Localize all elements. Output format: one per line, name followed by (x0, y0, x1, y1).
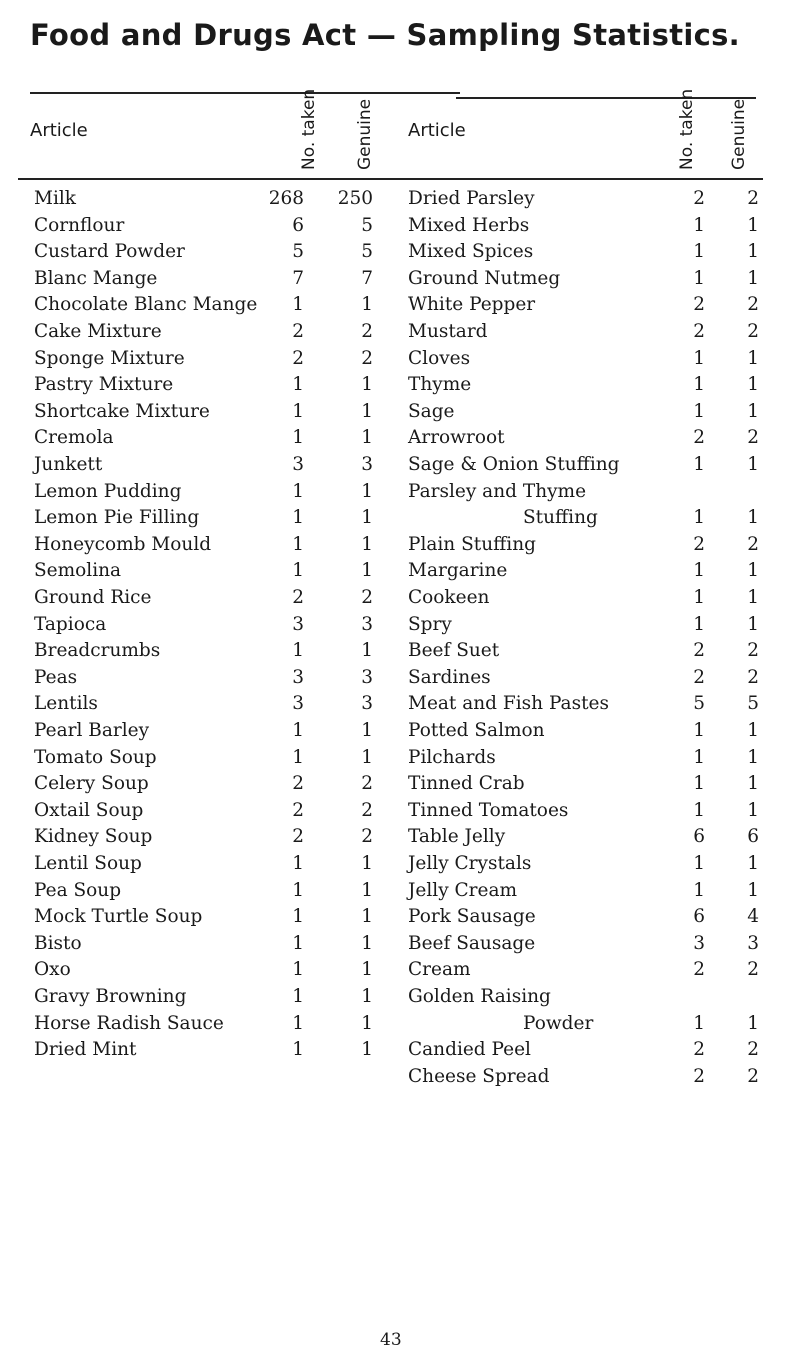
genuine-count: 3 (361, 666, 373, 688)
taken-count: 1 (693, 613, 705, 635)
genuine-count: 1 (361, 1039, 373, 1061)
taken-count: 1 (693, 853, 705, 874)
article-name: Junkett (34, 454, 103, 475)
article-name: Ground Nutmeg (408, 267, 561, 289)
article-name: Candied Peel (408, 1039, 531, 1061)
page-title: Food and Drugs Act — Sampling Statistics. (30, 18, 740, 52)
genuine-count: 1 (361, 932, 373, 954)
taken-count: 1 (292, 1012, 304, 1034)
article-name: Pea Soup (34, 879, 122, 901)
taken-count: 1 (292, 1039, 304, 1061)
taken-count: 2 (693, 427, 705, 449)
genuine-count: 1 (361, 720, 373, 741)
genuine-count: 2 (747, 533, 759, 555)
article-name: Shortcake Mixture (34, 400, 210, 422)
genuine-count: 2 (747, 294, 759, 316)
taken-count: 3 (292, 454, 304, 475)
genuine-count: 2 (747, 640, 759, 662)
article-name: Mustard (408, 321, 488, 342)
genuine-count: 1 (747, 374, 759, 396)
taken-count: 1 (693, 374, 705, 396)
article-name: Oxtail Soup (34, 799, 144, 821)
header-genuine-right: Genuine (729, 98, 749, 170)
genuine-count: 2 (361, 826, 373, 848)
genuine-count: 1 (747, 746, 759, 768)
article-name: Breadcrumbs (34, 640, 161, 662)
article-name: Milk (34, 188, 76, 209)
article-name: Celery Soup (34, 773, 149, 795)
genuine-count: 1 (361, 507, 373, 529)
genuine-count: 2 (747, 1065, 759, 1087)
genuine-count: 2 (747, 321, 759, 342)
article-name: Parsley and Thyme (408, 480, 587, 502)
genuine-count: 2 (747, 666, 759, 688)
genuine-count: 5 (361, 214, 373, 236)
genuine-count: 1 (747, 720, 759, 741)
genuine-count: 1 (361, 879, 373, 901)
genuine-count: 7 (361, 267, 373, 289)
taken-count: 2 (693, 533, 705, 555)
genuine-count: 2 (361, 347, 373, 369)
article-name: Pilchards (408, 746, 496, 768)
taken-count: 3 (292, 666, 304, 688)
taken-count: 2 (292, 347, 304, 369)
taken-count: 1 (292, 906, 304, 928)
genuine-count: 2 (361, 587, 373, 608)
taken-count: 5 (693, 693, 705, 715)
taken-count: 1 (292, 853, 304, 874)
taken-count: 2 (693, 294, 705, 316)
page-number: 43 (380, 1330, 402, 1350)
header-no-taken-right: No. taken (677, 88, 697, 170)
taken-count: 1 (693, 799, 705, 821)
article-name: Oxo (34, 959, 71, 981)
article-name: Sage (408, 400, 455, 422)
genuine-count: 1 (361, 986, 373, 1007)
article-name: Beef Suet (408, 640, 500, 662)
article-name: Tinned Tomatoes (408, 799, 569, 821)
taken-count: 1 (693, 560, 705, 582)
article-name: Mixed Spices (408, 241, 534, 263)
article-name: Sponge Mixture (34, 347, 185, 369)
article-name: Jelly Crystals (408, 853, 532, 874)
genuine-count: 1 (361, 533, 373, 555)
genuine-count: 1 (747, 1012, 759, 1034)
taken-count: 2 (292, 773, 304, 795)
taken-count: 3 (693, 932, 705, 954)
article-name: Mixed Herbs (408, 214, 530, 236)
genuine-count: 250 (337, 188, 373, 209)
taken-count: 1 (292, 720, 304, 741)
genuine-count: 4 (747, 906, 759, 928)
article-name: Dried Parsley (408, 188, 535, 209)
taken-count: 1 (292, 427, 304, 449)
taken-count: 1 (292, 400, 304, 422)
article-name: Stuffing (523, 507, 598, 529)
article-name: Semolina (34, 560, 122, 582)
header-no-taken-left: No. taken (299, 88, 319, 170)
article-name: Cream (408, 959, 471, 981)
article-name: Sardines (408, 666, 491, 688)
article-name: Lemon Pudding (34, 480, 182, 502)
genuine-count: 1 (747, 241, 759, 263)
genuine-count: 1 (747, 214, 759, 236)
genuine-count: 2 (361, 321, 373, 342)
header-genuine-left: Genuine (355, 98, 375, 170)
article-name: Arrowroot (408, 427, 505, 449)
article-name: Beef Sausage (408, 932, 536, 954)
taken-count: 1 (292, 879, 304, 901)
article-name: Tomato Soup (34, 746, 157, 768)
article-name: Spry (408, 613, 452, 635)
article-name: Chocolate Blanc Mange (34, 294, 258, 316)
taken-count: 1 (292, 507, 304, 529)
taken-count: 6 (693, 826, 705, 848)
taken-count: 1 (693, 587, 705, 608)
genuine-count: 5 (361, 241, 373, 263)
article-name: Ground Rice (34, 587, 152, 608)
taken-count: 2 (693, 666, 705, 688)
article-name: Lentil Soup (34, 853, 142, 874)
genuine-count: 2 (361, 799, 373, 821)
taken-count: 1 (693, 720, 705, 741)
taken-count: 2 (292, 799, 304, 821)
header-article-right: Article (408, 120, 466, 141)
article-name: Meat and Fish Pastes (408, 693, 609, 715)
taken-count: 1 (693, 773, 705, 795)
genuine-count: 6 (747, 826, 759, 848)
taken-count: 2 (693, 1039, 705, 1061)
article-name: Lemon Pie Filling (34, 507, 200, 529)
taken-count: 1 (292, 294, 304, 316)
genuine-count: 1 (747, 347, 759, 369)
article-name: Tinned Crab (408, 773, 525, 795)
article-name: Cookeen (408, 587, 490, 608)
genuine-count: 1 (361, 560, 373, 582)
genuine-count: 1 (361, 374, 373, 396)
article-name: Bisto (34, 932, 82, 954)
genuine-count: 1 (361, 427, 373, 449)
article-name: Cake Mixture (34, 321, 162, 342)
genuine-count: 1 (361, 959, 373, 981)
taken-count: 2 (693, 640, 705, 662)
genuine-count: 2 (747, 959, 759, 981)
genuine-count: 1 (361, 746, 373, 768)
header-top-rule (30, 92, 460, 94)
taken-count: 1 (693, 1012, 705, 1034)
taken-count: 2 (292, 321, 304, 342)
article-name: Gravy Browning (34, 986, 187, 1007)
article-name: Sage & Onion Stuffing (408, 454, 620, 475)
genuine-count: 1 (747, 879, 759, 901)
article-name: Cremola (34, 427, 114, 449)
genuine-count: 1 (361, 294, 373, 316)
taken-count: 6 (693, 906, 705, 928)
genuine-count: 1 (747, 799, 759, 821)
genuine-count: 1 (747, 773, 759, 795)
article-name: Potted Salmon (408, 720, 545, 741)
genuine-count: 2 (747, 427, 759, 449)
taken-count: 2 (292, 587, 304, 608)
taken-count: 1 (693, 454, 705, 475)
genuine-count: 5 (747, 693, 759, 715)
genuine-count: 3 (361, 454, 373, 475)
genuine-count: 1 (361, 640, 373, 662)
article-name: Mock Turtle Soup (34, 906, 203, 928)
taken-count: 1 (292, 560, 304, 582)
article-name: Plain Stuffing (408, 533, 536, 555)
taken-count: 2 (292, 826, 304, 848)
article-name: Thyme (408, 374, 472, 396)
taken-count: 3 (292, 613, 304, 635)
article-name: Jelly Cream (408, 879, 518, 901)
genuine-count: 2 (747, 1039, 759, 1061)
article-name: Horse Radish Sauce (34, 1012, 224, 1034)
taken-count: 1 (693, 400, 705, 422)
genuine-count: 2 (361, 773, 373, 795)
article-name: Pork Sausage (408, 906, 536, 928)
article-name: Cornflour (34, 214, 125, 236)
article-name: Dried Mint (34, 1039, 137, 1061)
taken-count: 1 (693, 347, 705, 369)
article-name: Honeycomb Mould (34, 533, 212, 555)
article-name: Blanc Mange (34, 267, 158, 289)
genuine-count: 3 (747, 932, 759, 954)
taken-count: 7 (292, 267, 304, 289)
header-bottom-rule (18, 178, 763, 180)
taken-count: 2 (693, 959, 705, 981)
taken-count: 1 (693, 241, 705, 263)
genuine-count: 2 (747, 188, 759, 209)
article-name: Table Jelly (408, 826, 506, 848)
taken-count: 5 (292, 241, 304, 263)
genuine-count: 1 (747, 454, 759, 475)
taken-count: 1 (292, 640, 304, 662)
genuine-count: 3 (361, 613, 373, 635)
taken-count: 2 (693, 188, 705, 209)
genuine-count: 1 (361, 480, 373, 502)
taken-count: 1 (292, 746, 304, 768)
taken-count: 1 (292, 932, 304, 954)
taken-count: 1 (693, 267, 705, 289)
taken-count: 1 (292, 533, 304, 555)
taken-count: 3 (292, 693, 304, 715)
genuine-count: 1 (361, 400, 373, 422)
article-name: Pearl Barley (34, 720, 150, 741)
article-name: Cloves (408, 347, 471, 369)
taken-count: 6 (292, 214, 304, 236)
article-name: White Pepper (408, 294, 536, 316)
taken-count: 1 (292, 374, 304, 396)
genuine-count: 1 (361, 906, 373, 928)
article-name: Pastry Mixture (34, 374, 174, 396)
genuine-count: 1 (361, 1012, 373, 1034)
article-name: Custard Powder (34, 241, 185, 263)
genuine-count: 1 (747, 853, 759, 874)
taken-count: 1 (292, 986, 304, 1007)
taken-count: 1 (292, 959, 304, 981)
taken-count: 2 (693, 321, 705, 342)
genuine-count: 1 (747, 613, 759, 635)
article-name: Golden Raising (408, 986, 551, 1007)
taken-count: 1 (693, 879, 705, 901)
genuine-count: 1 (747, 587, 759, 608)
article-name: Margarine (408, 560, 508, 582)
genuine-count: 1 (747, 267, 759, 289)
genuine-count: 1 (747, 400, 759, 422)
article-name: Powder (523, 1012, 594, 1034)
genuine-count: 1 (747, 507, 759, 529)
taken-count: 1 (693, 507, 705, 529)
taken-count: 2 (693, 1065, 705, 1087)
genuine-count: 3 (361, 693, 373, 715)
article-name: Tapioca (34, 613, 107, 635)
taken-count: 1 (292, 480, 304, 502)
taken-count: 268 (268, 188, 304, 209)
taken-count: 1 (693, 746, 705, 768)
header-article-left: Article (30, 120, 88, 141)
genuine-count: 1 (747, 560, 759, 582)
taken-count: 1 (693, 214, 705, 236)
article-name: Cheese Spread (408, 1065, 550, 1087)
article-name: Kidney Soup (34, 826, 153, 848)
article-name: Lentils (34, 693, 98, 715)
header-top-rule-right (456, 97, 756, 99)
article-name: Peas (34, 666, 78, 688)
genuine-count: 1 (361, 853, 373, 874)
